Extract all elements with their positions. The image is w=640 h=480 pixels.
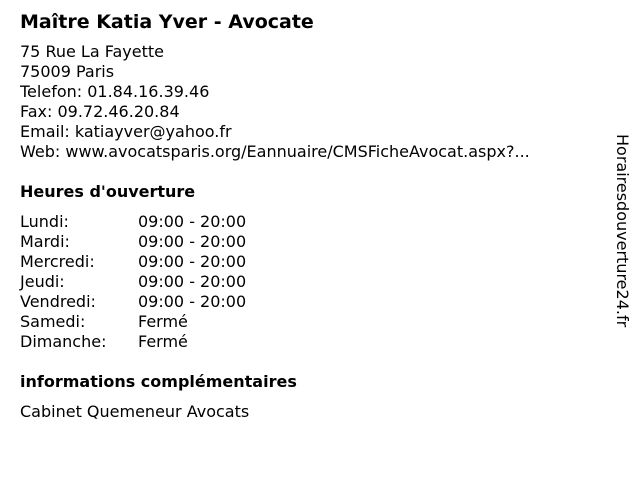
- hours-row-vendredi: [20, 292, 600, 312]
- extra-info-text: Cabinet Quemeneur Avocats: [20, 402, 250, 421]
- hours-row-jeudi: [20, 272, 600, 292]
- fax-line: Fax: 09.72.46.20.84: [20, 102, 180, 121]
- hours-time: 09:00 - 20:00: [138, 292, 247, 311]
- hours-day: Dimanche:: [20, 332, 107, 351]
- hours-heading: Heures d'ouverture: [20, 182, 196, 201]
- hours-day: Mardi:: [20, 232, 70, 251]
- hours-row-samedi: [20, 312, 600, 332]
- hours-time: Fermé: [138, 312, 188, 331]
- hours-table: [20, 212, 600, 352]
- hours-row-mercredi: [20, 252, 600, 272]
- hours-time: 09:00 - 20:00: [138, 272, 247, 291]
- email-line[interactable]: Email: katiayver@yahoo.fr: [20, 122, 232, 141]
- web-line[interactable]: Web: www.avocatsparis.org/Eannuaire/CMSFicheAvocat.aspx?...: [20, 142, 530, 161]
- extra-info-heading: informations complémentaires: [20, 372, 297, 391]
- hours-day: Samedi:: [20, 312, 86, 331]
- hours-time: Fermé: [138, 332, 188, 351]
- address-city: 75009 Paris: [20, 62, 115, 81]
- hours-time: 09:00 - 20:00: [138, 212, 247, 231]
- hours-day: Lundi:: [20, 212, 69, 231]
- hours-day: Mercredi:: [20, 252, 95, 271]
- page-title: Maître Katia Yver - Avocate: [20, 11, 314, 33]
- hours-time: 09:00 - 20:00: [138, 252, 247, 271]
- hours-row-dimanche: [20, 332, 600, 352]
- hours-time: 09:00 - 20:00: [138, 232, 247, 251]
- hours-day: Vendredi:: [20, 292, 96, 311]
- business-card: [20, 10, 600, 422]
- address-street: 75 Rue La Fayette: [20, 42, 164, 61]
- hours-row-mardi: [20, 232, 600, 252]
- hours-row-lundi: [20, 212, 600, 232]
- hours-day: Jeudi:: [20, 272, 65, 291]
- phone-line: Telefon: 01.84.16.39.46: [20, 82, 210, 101]
- brand-watermark: Horairesdouverture24.fr: [613, 134, 632, 328]
